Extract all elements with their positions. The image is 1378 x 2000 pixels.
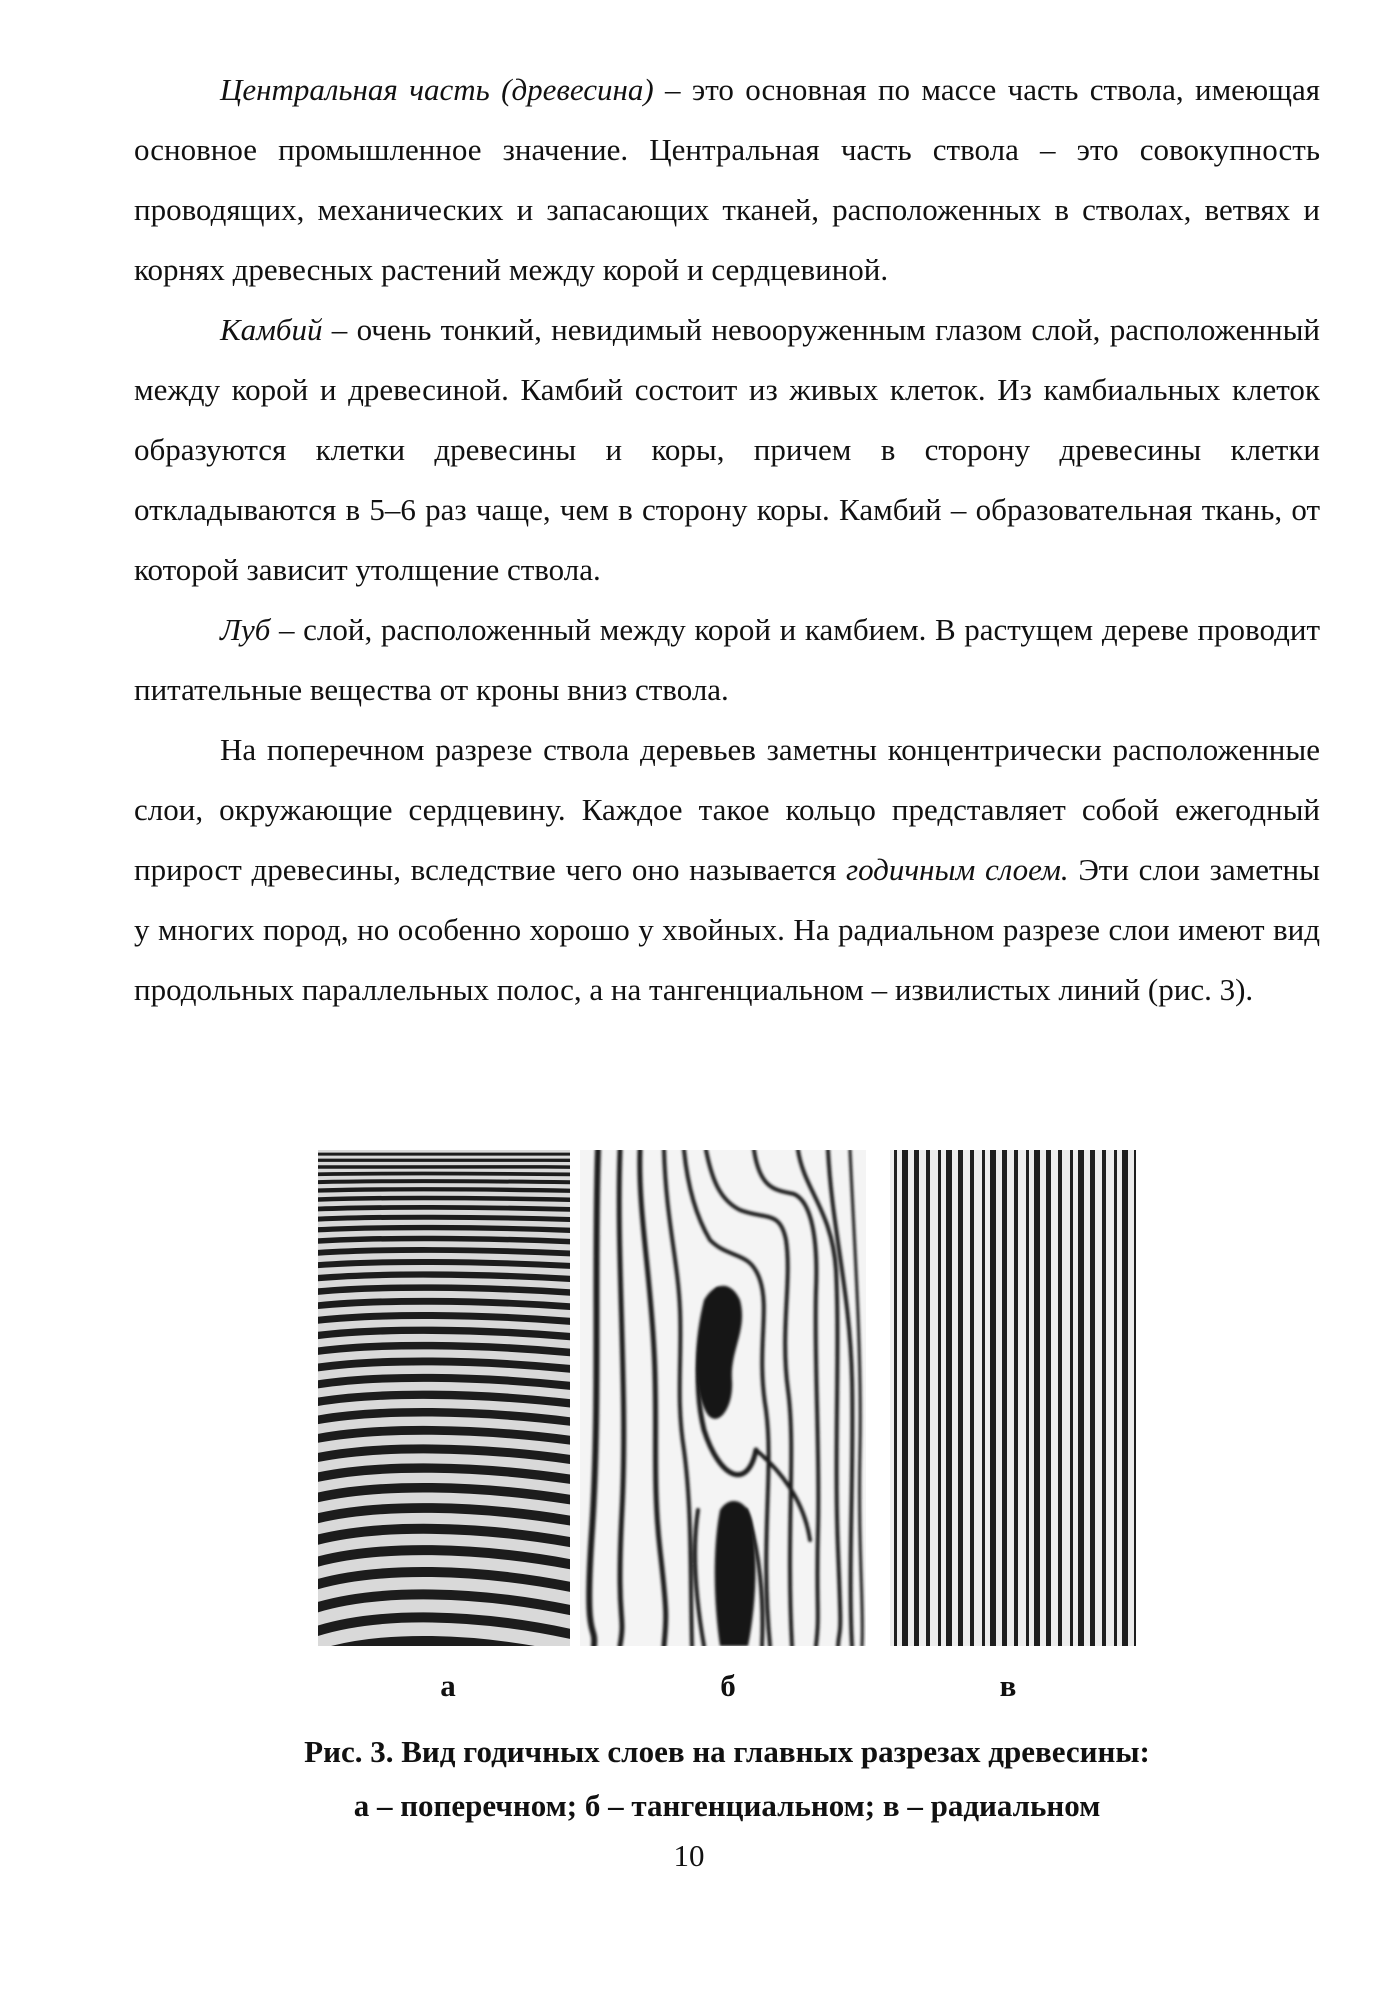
cross-section-image [318, 1150, 570, 1646]
paragraph-rings-text-after: Эти слои заметны у многих пород, но особенно хорошо у хвойных. На радиальном разрезе слои имеют вид продольных параллельных полос, а на тангенциальном – извилистых линий (рис. 3). [134, 852, 1320, 1007]
figure-label-b: б [720, 1668, 736, 1703]
paragraph-annual-rings [134, 720, 1320, 1020]
figure-caption-title: Рис. 3. Вид годичных слоев на главных разрезах древесины: [304, 1734, 1150, 1769]
figure-label-c: в [999, 1668, 1017, 1703]
paragraph-wood-text: – это основная по массе часть ствола, имеющая основное промышленное значение. Центральная часть ствола – это совокупность проводящих, механических и запасающих тканей, расположенных в стволах, ветвях и корнях древесных растений между корой и сердцевиной. [134, 72, 1320, 287]
paragraph-wood [134, 60, 1320, 300]
paragraph-cambium [134, 300, 1320, 600]
figure-label-a: а [440, 1668, 456, 1703]
paragraph-bast [134, 600, 1320, 720]
page-number: 10 [673, 1838, 705, 1873]
term-bast: Луб [220, 612, 271, 647]
figure-caption-legend: а – поперечном; б – тангенциальном; в – радиальном [353, 1788, 1101, 1823]
term-annual-layer: годичным слоем. [845, 852, 1069, 887]
paragraph-cambium-text: – очень тонкий, невидимый невооруженным глазом слой, расположенный между корой и древесиной. Камбий состоит из живых клеток. Из камбиальных клеток образуются клетки древесины и коры, причем в сторону древесины клетки откладываются в 5–6 раз чаще, чем в сторону коры. Камбий – образовательная ткань, от которой зависит утолщение ствола. [134, 312, 1320, 587]
term-cambium: Камбий [220, 312, 323, 347]
radial-section-image [890, 1150, 1136, 1646]
paragraph-bast-text: – слой, расположенный между корой и камбием. В растущем дереве проводит питательные вещества от кроны вниз ствола. [134, 612, 1320, 707]
tangential-section-image [580, 1150, 866, 1646]
figure-wood-sections [318, 1150, 1136, 1646]
body-text [134, 60, 1320, 1020]
term-wood: Центральная часть (древесина) [220, 72, 654, 107]
paragraph-rings-text-before: На поперечном разрезе ствола деревьев заметны концентрически расположенные слои, окружающие сердцевину. Каждое такое кольцо представляет собой ежегодный прирост древесины, вследствие чего оно называется [134, 732, 1320, 887]
